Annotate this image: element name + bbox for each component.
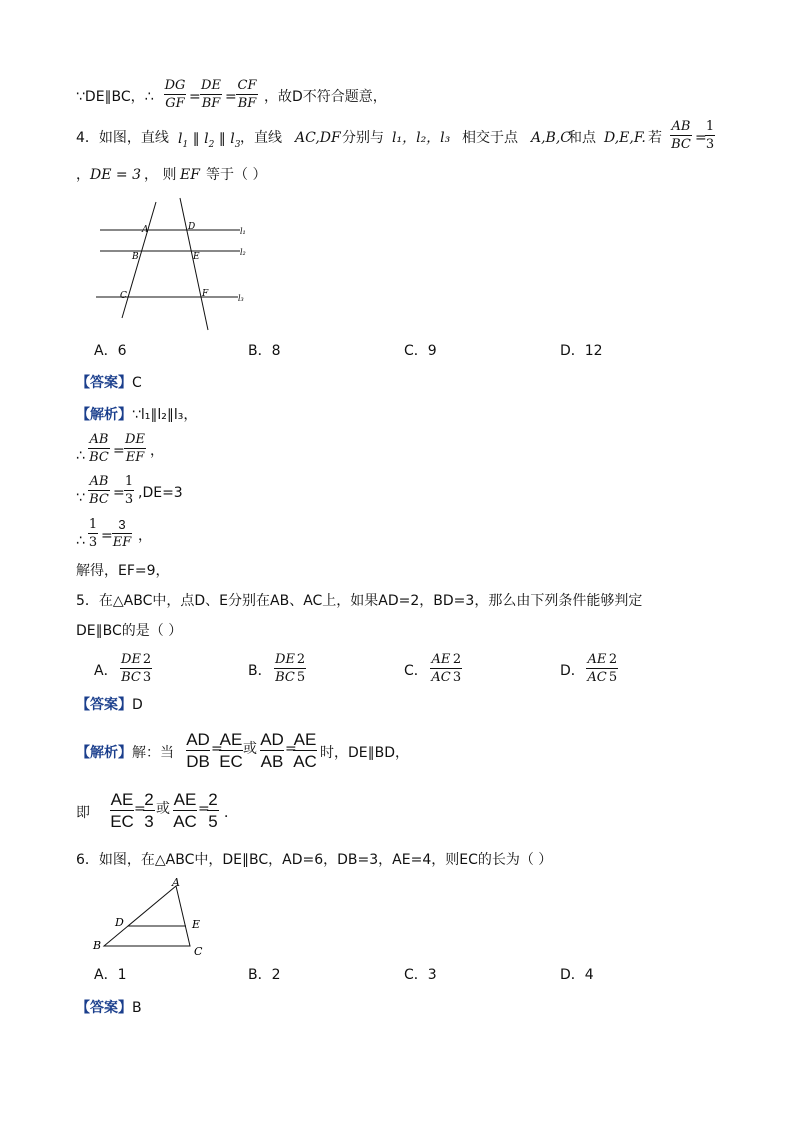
q4-line2-c: 等于（ ）	[206, 167, 267, 183]
eq: =	[113, 443, 125, 459]
frac-ae-ec: AE EC	[110, 790, 134, 831]
option-frac-letters: AE AC	[431, 652, 451, 685]
frac-ae-ac: AE AC	[293, 730, 317, 771]
q6-answer: 【答案】B	[76, 1000, 142, 1016]
label-B: B	[93, 939, 102, 952]
q4-option-a: A．6	[94, 343, 127, 359]
frac-de-ef: DE EF	[125, 432, 145, 465]
option-label: C．	[404, 663, 428, 679]
label-C: C	[120, 291, 127, 301]
line-df	[180, 198, 208, 330]
option-frac-letters: AE AC	[587, 652, 607, 685]
q6-option-a: A．1	[94, 967, 127, 983]
q4-line2-b: ， 则	[144, 167, 177, 183]
line1-tail: ，故D不符合题意，	[264, 89, 387, 105]
q4-stem-e: 和点	[568, 130, 596, 146]
frac-ab-bc: AB BC	[89, 432, 109, 465]
q4-ratio-one-third: 1 3	[705, 119, 715, 152]
option-frac-letters: DE BC	[121, 652, 141, 685]
q5-option-c	[404, 652, 524, 686]
option-frac-number: 2 5	[608, 652, 618, 685]
option-frac-letters: DE BC	[275, 652, 295, 685]
q4-parallel-lines-figure	[92, 194, 252, 334]
q4-def: D,E,F.	[604, 130, 646, 146]
line1-because: ∵DE∥BC，∴	[76, 89, 154, 105]
r2-tail: ,DE=3	[138, 485, 183, 501]
frac-3-ef: 3 EF	[112, 517, 132, 550]
option-label: D．	[560, 663, 585, 679]
eq: =	[225, 89, 237, 105]
r3-tail: ，	[138, 528, 152, 544]
q5-option-d	[560, 652, 680, 686]
eq: =	[695, 130, 707, 146]
eq: =	[211, 741, 223, 757]
q6-option-b: B．2	[248, 967, 281, 983]
label-l1: l₁	[240, 227, 246, 236]
q4-ef: EF	[180, 167, 200, 183]
line-ac	[122, 202, 156, 318]
label-l2: l₂	[240, 248, 246, 257]
q4-stem-f: 若	[648, 130, 662, 146]
q4-line2-a: ，	[76, 167, 90, 183]
q4-de3: DE = 3	[90, 167, 141, 183]
frac-2-3: 2 3	[144, 790, 154, 831]
label-A: A	[172, 876, 180, 889]
label-D: D	[115, 916, 124, 929]
eq: =	[198, 801, 210, 817]
or: 或	[243, 741, 257, 757]
q5-answer: 【答案】D	[76, 697, 143, 713]
eq: =	[134, 801, 146, 817]
q4-ratio-ab-bc: AB BC	[671, 119, 691, 152]
or: 或	[156, 801, 170, 817]
because: ∵	[76, 490, 85, 506]
frac-1-3: 1 3	[124, 474, 134, 507]
q4-option-d: D．12	[560, 343, 603, 359]
q4-abc: A,B,C	[531, 130, 572, 146]
eq: =	[189, 89, 201, 105]
option-frac-number: 2 3	[452, 652, 462, 685]
frac-ad-ab: AD AB	[260, 730, 284, 771]
label-A: A	[142, 225, 149, 235]
label-C: C	[194, 945, 203, 958]
q4-stem-c: 分别与	[342, 130, 384, 146]
option-label: A．	[94, 663, 118, 679]
line1-frac-de-bf: DE BF	[201, 78, 221, 111]
label-B: B	[132, 252, 139, 262]
option-label: B．	[248, 663, 272, 679]
q5-option-b	[248, 652, 368, 686]
period: ．	[224, 805, 238, 821]
q4-analysis: 【解析】∵l₁∥l₂∥l₃，	[76, 407, 198, 423]
label-l3: l₃	[238, 294, 244, 303]
frac-ae-ac: AE AC	[173, 790, 197, 831]
q5-option-a	[94, 652, 214, 686]
q6-stem: 6．如图，在△ABC中，DE∥BC，AD=6，DB=3，AE=4，则EC的长为（ ）	[76, 852, 553, 868]
q5-stem-2: DE∥BC的是（ ）	[76, 623, 183, 639]
label-E: E	[193, 252, 200, 262]
q4-acdf: AC,DF	[295, 130, 341, 146]
q4-lines-list: l₁，l₂，l₃	[392, 130, 451, 146]
label-D: D	[188, 222, 196, 232]
r1-tail: ，	[150, 443, 164, 459]
line1-frac-cf-bf: CF BF	[237, 78, 257, 111]
eq: =	[113, 485, 125, 501]
q5-analysis-b: 时，DE∥BD，	[320, 745, 410, 761]
frac-ab-bc: AB BC	[89, 474, 109, 507]
label-E: E	[192, 918, 201, 931]
frac-ae-ec: AE EC	[219, 730, 243, 771]
q4-l1: $l_1$ ∥ $l_2$ ∥ $l_3$	[178, 130, 241, 150]
option-frac-number: 2 3	[142, 652, 152, 685]
line1-frac-dg-gf: DG GF	[164, 78, 186, 111]
q5-stem-1: 5．在△ABC中，点D、E分别在AB、AC上，如果AD=2，BD=3，那么由下列条件能够判定	[76, 593, 643, 609]
q6-triangle-figure	[88, 876, 218, 960]
therefore: ∴	[76, 533, 85, 549]
eq: =	[101, 528, 113, 544]
q5-analysis-label: 【解析】解：当	[76, 745, 174, 761]
therefore: ∴	[76, 448, 85, 464]
q4-answer: 【答案】C	[76, 375, 142, 391]
q4-option-c: C．9	[404, 343, 437, 359]
q4-solve: 解得，EF=9，	[76, 563, 170, 579]
frac-ad-db: AD DB	[186, 730, 210, 771]
q4-stem-a: 4．如图，直线	[76, 130, 169, 146]
label-F: F	[202, 289, 209, 299]
frac-2-5: 2 5	[208, 790, 218, 831]
ji: 即	[76, 805, 90, 821]
q4-option-b: B．8	[248, 343, 281, 359]
frac-1-3: 1 3	[88, 517, 98, 550]
q4-stem-b: ，直线	[240, 130, 282, 146]
option-frac-number: 2 5	[296, 652, 306, 685]
q4-stem-d: 相交于点	[462, 130, 518, 146]
q6-option-d: D．4	[560, 967, 594, 983]
eq: =	[285, 741, 297, 757]
q6-option-c: C．3	[404, 967, 437, 983]
